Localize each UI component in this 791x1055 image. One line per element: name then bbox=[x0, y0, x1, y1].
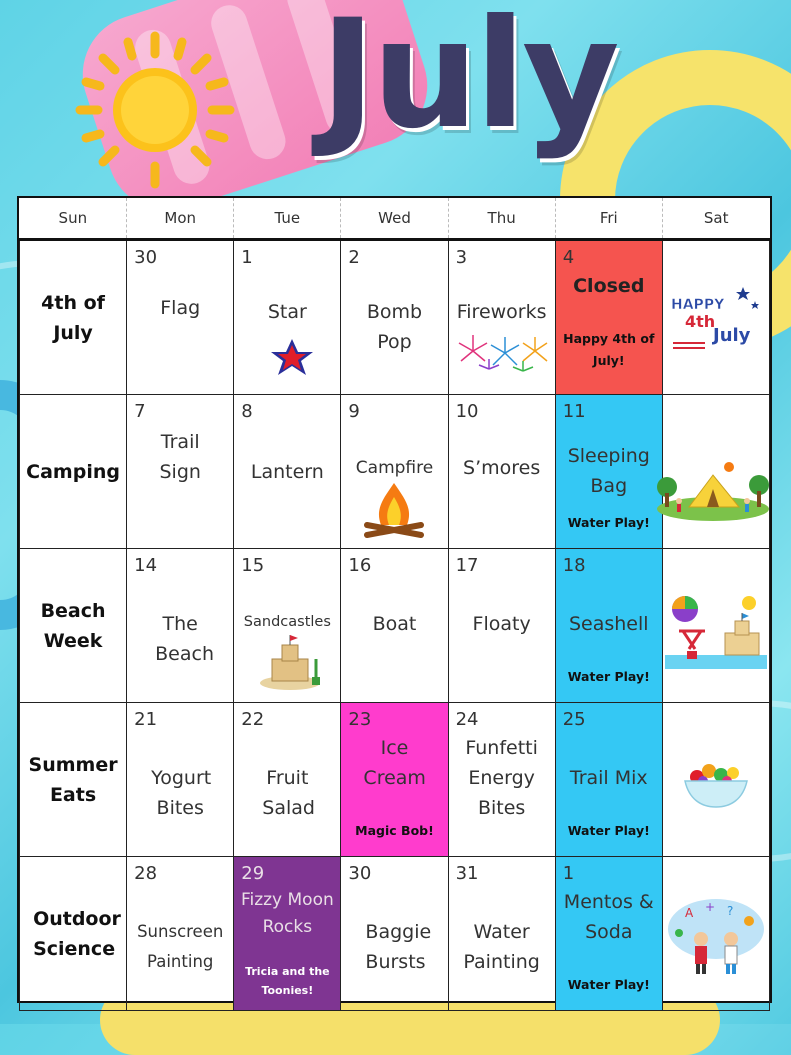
activity-label: Trail Sign bbox=[159, 431, 201, 483]
day-number: 9 bbox=[348, 401, 360, 422]
day-number: 31 bbox=[455, 863, 479, 884]
day-number: 15 bbox=[241, 555, 265, 576]
activity-label: Mentos & Soda bbox=[563, 891, 654, 943]
activity-label: S’mores bbox=[463, 457, 541, 479]
activity-label: Funfetti Energy Bites bbox=[465, 737, 538, 819]
svg-text:A: A bbox=[684, 906, 694, 920]
picture-cell bbox=[662, 549, 769, 703]
week-theme: Outdoor Science bbox=[20, 857, 127, 1011]
day-number: 23 bbox=[348, 709, 372, 730]
weekday-label: Wed bbox=[341, 198, 448, 240]
day-note: Water Play! bbox=[567, 823, 650, 838]
day-cell-music bbox=[234, 857, 341, 1011]
day-cell-closed bbox=[555, 240, 662, 395]
day-note: Water Play! bbox=[567, 977, 650, 992]
picture-cell bbox=[662, 703, 769, 857]
day-note: Water Play! bbox=[567, 515, 650, 530]
day-number: 14 bbox=[134, 555, 158, 576]
day-number: 24 bbox=[455, 709, 479, 730]
weekday-label: Sun bbox=[20, 198, 127, 240]
day-cell bbox=[341, 857, 448, 1011]
day-cell bbox=[448, 549, 555, 703]
day-cell bbox=[127, 703, 234, 857]
week-row bbox=[20, 240, 770, 395]
day-number: 28 bbox=[134, 863, 158, 884]
day-cell-water-play bbox=[555, 857, 662, 1011]
day-cell bbox=[448, 395, 555, 549]
weekday-label: Sat bbox=[662, 198, 769, 240]
day-number: 16 bbox=[348, 555, 372, 576]
day-cell bbox=[127, 549, 234, 703]
week-row bbox=[20, 857, 770, 1011]
day-cell bbox=[127, 857, 234, 1011]
day-cell bbox=[341, 395, 448, 549]
svg-text:4th: 4th bbox=[684, 312, 716, 331]
sandcastle-icon bbox=[258, 633, 328, 691]
day-note: Happy 4th of July! bbox=[563, 331, 655, 368]
day-number: 29 bbox=[241, 863, 265, 884]
weekday-label: Tue bbox=[234, 198, 341, 240]
picture-cell bbox=[662, 395, 769, 549]
month-title: July bbox=[320, 0, 616, 162]
activity-label: Seashell bbox=[568, 613, 649, 635]
day-number: 17 bbox=[455, 555, 479, 576]
day-cell bbox=[448, 240, 555, 395]
activity-label: Floaty bbox=[472, 613, 531, 635]
activity-label: Campfire bbox=[355, 458, 434, 478]
day-number: 30 bbox=[134, 247, 158, 268]
day-number: 18 bbox=[562, 555, 586, 576]
activity-label: Baggie Bursts bbox=[365, 921, 432, 973]
day-cell bbox=[234, 703, 341, 857]
day-number: 3 bbox=[455, 247, 468, 268]
svg-text:HAPPY: HAPPY bbox=[670, 297, 725, 313]
week-theme: 4th of July bbox=[20, 240, 127, 395]
day-cell-magic bbox=[341, 703, 448, 857]
day-cell bbox=[448, 857, 555, 1011]
activity-label: Trail Mix bbox=[569, 767, 648, 789]
day-cell bbox=[341, 549, 448, 703]
day-note: Tricia and the Toonies! bbox=[245, 965, 330, 997]
week-theme: Summer Eats bbox=[20, 703, 127, 857]
day-number: 10 bbox=[455, 401, 479, 422]
day-cell bbox=[341, 240, 448, 395]
day-number: 21 bbox=[134, 709, 158, 730]
day-number: 7 bbox=[134, 401, 146, 422]
day-number: 30 bbox=[348, 863, 372, 884]
week-row bbox=[20, 703, 770, 857]
happy-4th-of-july-clipart bbox=[665, 281, 765, 361]
day-cell bbox=[234, 549, 341, 703]
day-number: 4 bbox=[562, 247, 575, 268]
activity-label: Fruit Salad bbox=[262, 767, 315, 819]
week-theme: Beach Week bbox=[20, 549, 127, 703]
activity-label: Flag bbox=[160, 297, 201, 319]
svg-text:July: July bbox=[712, 325, 751, 346]
day-number: 2 bbox=[348, 247, 360, 268]
day-number: 25 bbox=[562, 709, 586, 730]
week-theme: Camping bbox=[20, 395, 127, 549]
fireworks-icon bbox=[453, 331, 553, 379]
science-kids-clipart bbox=[665, 893, 767, 979]
day-number: 1 bbox=[562, 863, 575, 884]
activity-label: Closed bbox=[573, 275, 645, 297]
day-cell bbox=[127, 395, 234, 549]
activity-label: Yogurt Bites bbox=[151, 767, 212, 819]
weekday-label: Mon bbox=[127, 198, 234, 240]
day-number: 22 bbox=[241, 709, 265, 730]
beach-scene-clipart bbox=[665, 591, 767, 673]
day-cell-water-play bbox=[555, 703, 662, 857]
day-number: 1 bbox=[241, 247, 253, 268]
calendar-grid bbox=[17, 196, 772, 1003]
day-cell bbox=[448, 703, 555, 857]
weekday-header-row bbox=[20, 198, 770, 240]
activity-label: Star bbox=[267, 301, 307, 323]
picture-cell bbox=[662, 240, 769, 395]
activity-label: The Beach bbox=[155, 613, 214, 665]
weekday-label: Fri bbox=[555, 198, 662, 240]
day-cell bbox=[234, 240, 341, 395]
day-cell-water-play bbox=[555, 395, 662, 549]
day-number: 11 bbox=[562, 401, 586, 422]
sun-icon bbox=[70, 30, 240, 190]
day-note: Magic Bob! bbox=[355, 823, 434, 838]
activity-label: Fireworks bbox=[456, 301, 547, 323]
day-number: 8 bbox=[241, 401, 253, 422]
picture-cell bbox=[662, 857, 769, 1011]
activity-label: Sandcastles bbox=[243, 614, 331, 630]
activity-label: Ice Cream bbox=[363, 737, 426, 789]
activity-label: Fizzy Moon Rocks bbox=[240, 890, 334, 937]
day-cell-water-play bbox=[555, 549, 662, 703]
svg-text:+: + bbox=[704, 900, 715, 914]
activity-label: Bomb Pop bbox=[366, 301, 423, 353]
activity-label: Lantern bbox=[250, 461, 324, 483]
activity-label: Sleeping Bag bbox=[567, 445, 650, 497]
campfire-icon bbox=[361, 479, 427, 543]
camping-scene-clipart bbox=[655, 459, 771, 525]
week-row bbox=[20, 395, 770, 549]
day-note: Water Play! bbox=[567, 669, 650, 684]
activity-label: Sunscreen Painting bbox=[137, 922, 224, 971]
activity-label: Water Painting bbox=[463, 921, 540, 973]
fruit-bowl-clipart bbox=[681, 759, 751, 809]
star-icon bbox=[266, 337, 318, 377]
weekday-label: Thu bbox=[448, 198, 555, 240]
day-cell bbox=[234, 395, 341, 549]
day-cell bbox=[127, 240, 234, 395]
activity-label: Boat bbox=[372, 613, 417, 635]
svg-text:?: ? bbox=[726, 904, 734, 918]
week-row bbox=[20, 549, 770, 703]
